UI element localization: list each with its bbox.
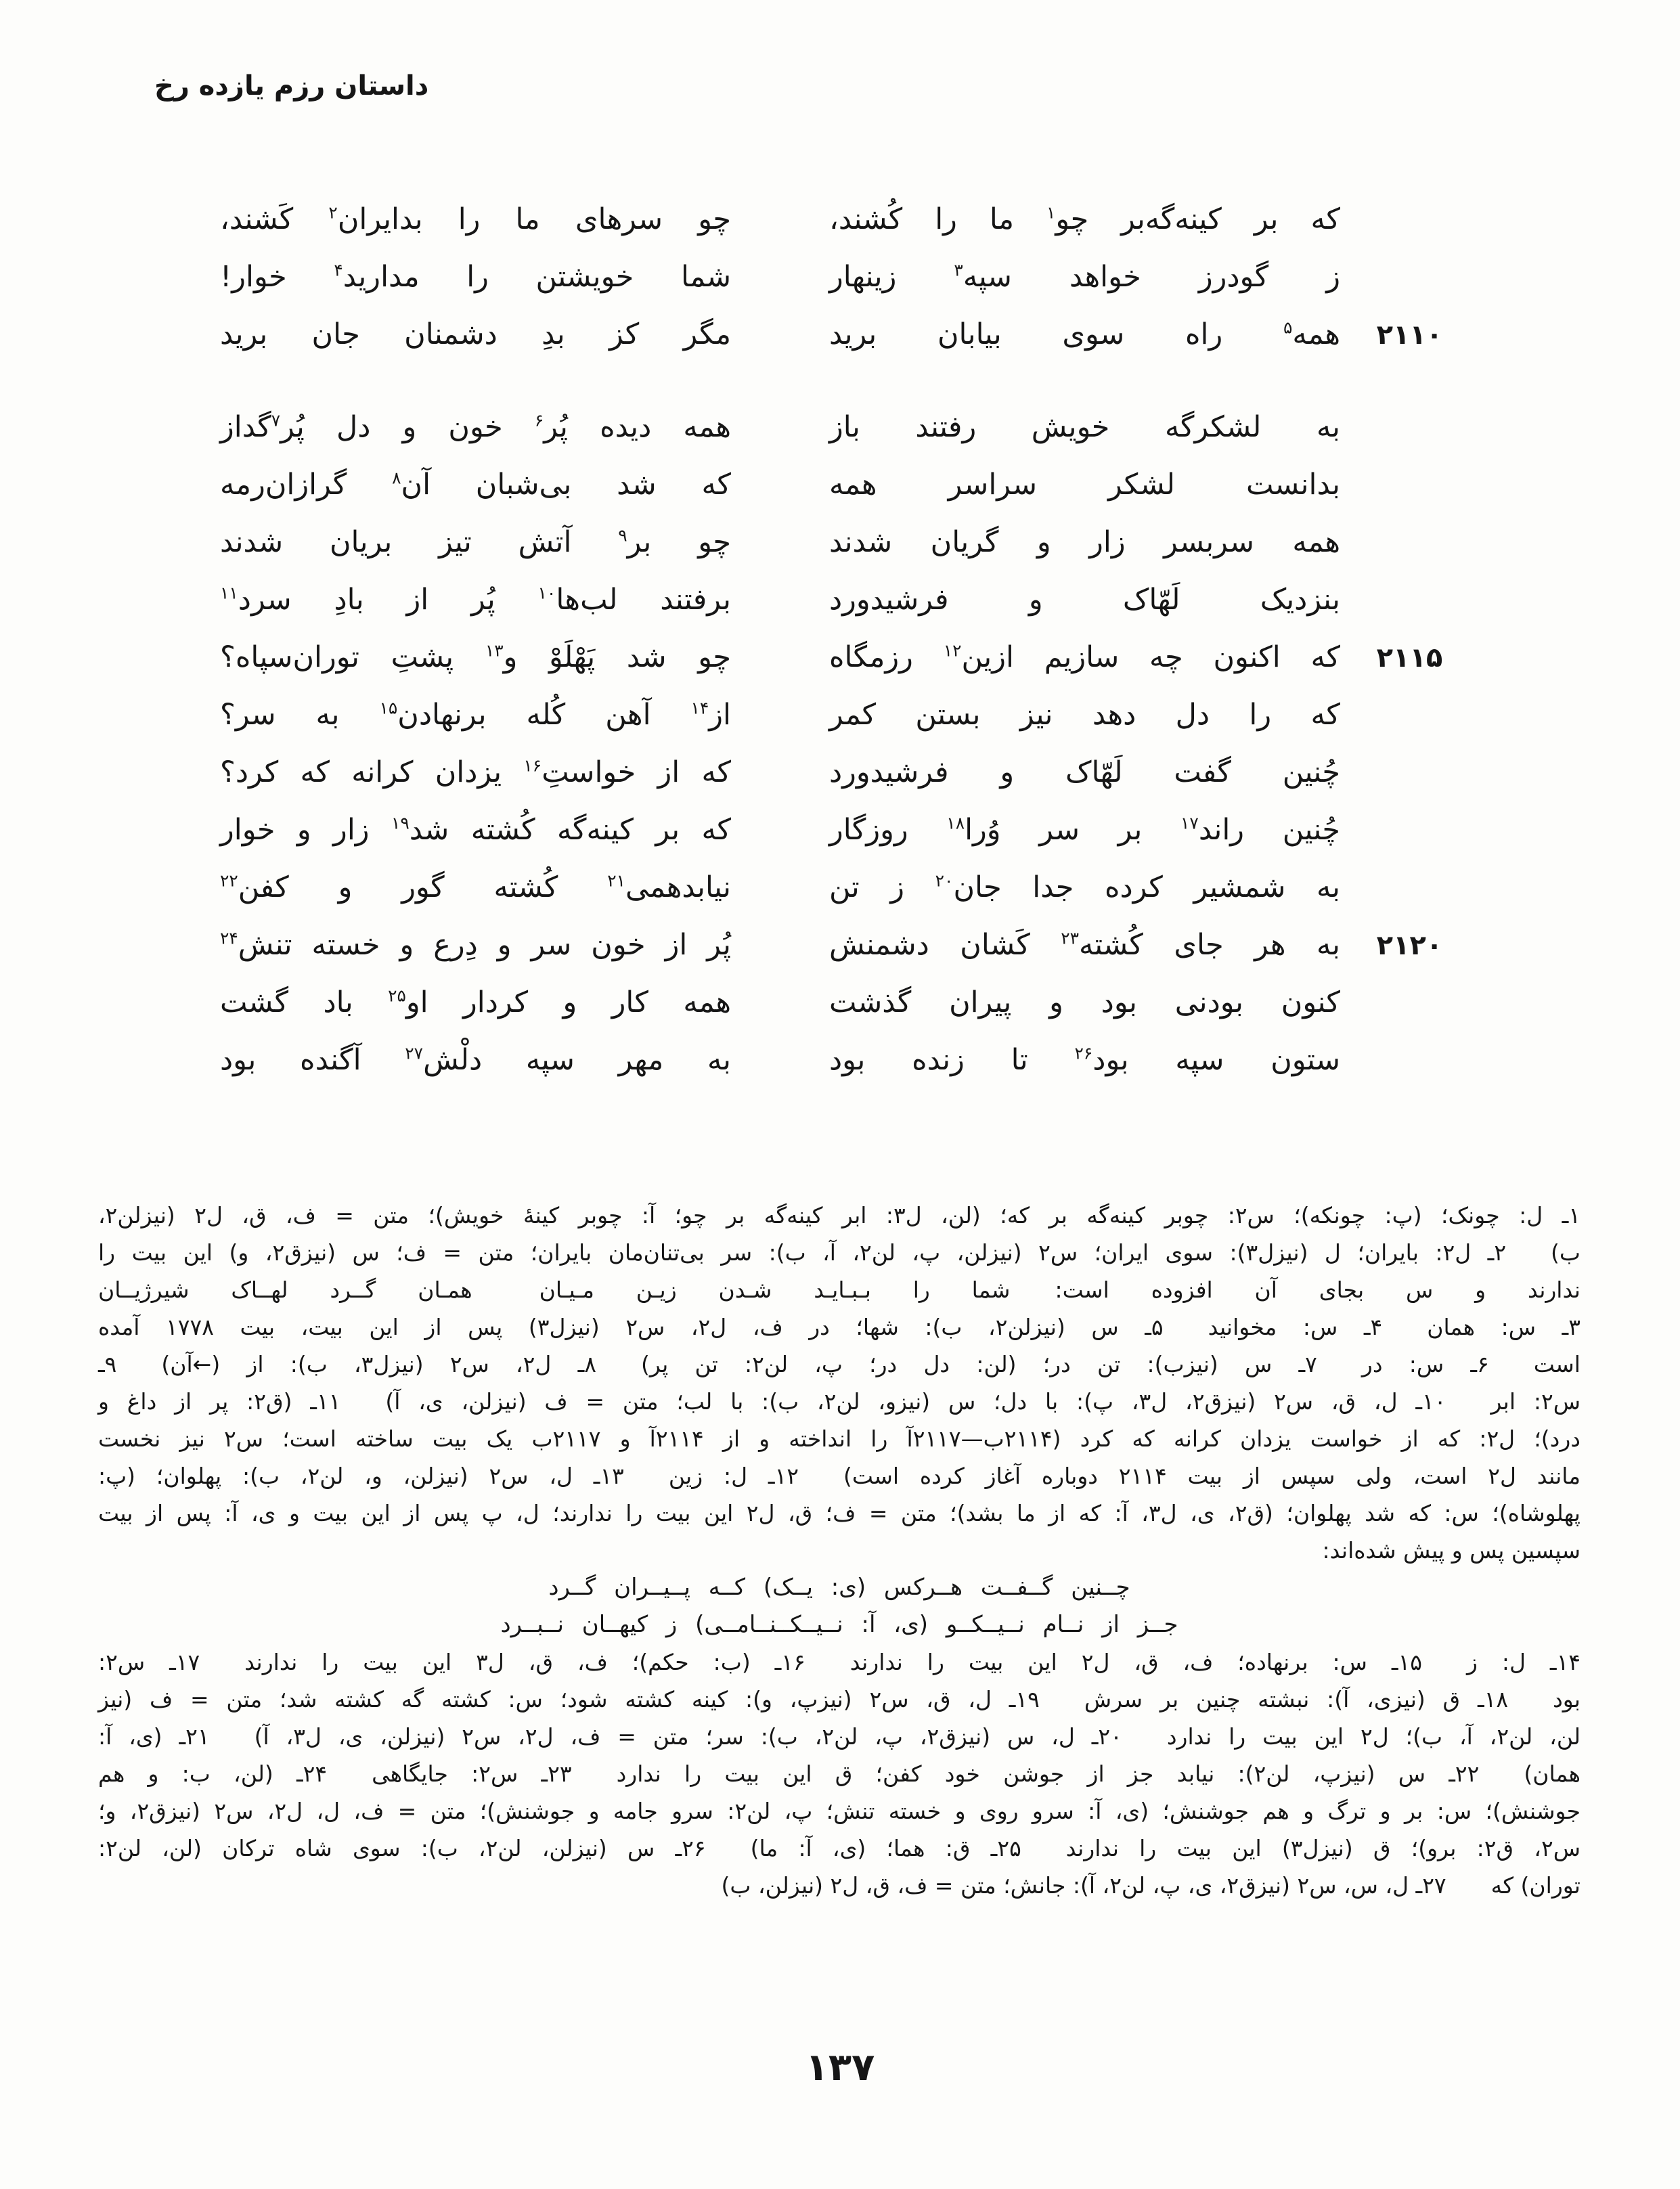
footnote-line: است ۶ـ س: در ۷ـ س (نیزب): تن در؛ (لن: دل در؛ پ، لن۲: تن پر) ۸ـ ل۲، س۲ (نیزل۳، ب): از (←آن) ۹ـ — [98, 1351, 1580, 1377]
verse-row — [220, 313, 1449, 370]
footnote-line: همان) ۲۲ـ س (نیزپ، لن۲): نیابد جز از جوشن خود کفن؛ ق این بیت را ندارد ۲۳ـ س۲: جایگاهی ۲۴ـ (لن، ب: و هم — [98, 1761, 1580, 1787]
hemistich-left: همه دیده پُر$^۶$ خون و دل پُر$^۷$گداز — [220, 410, 731, 444]
hemistich-left: که بر کینه‌گه کُشته شد$^{۱۹}$ زار و خوار — [220, 813, 731, 847]
footnote-line: ۳ـ س: همان ۴ـ س: مخوانید ۵ـ س (نیزلن۲، ب): شها؛ در ف، ل۲، س۲ (نیزل۳) پس از این بیت، بیت ۱۷۷۸ آمده — [98, 1314, 1580, 1340]
hemistich-right: بدانست لشکر سراسر همه — [829, 468, 1340, 502]
hemistich-right: همه$^۵$ راه سوی بیابان برید — [829, 317, 1340, 351]
footnote-line: مانند ل۲ است، ولی سپس از بیت ۲۱۱۴ دوباره آغاز کرده است) ۱۲ـ ل: زین ۱۳ـ ل، س۲ (نیزلن، و، لن۲، ب): پهلوان؛ (پ: — [98, 1463, 1581, 1489]
verse-number: ۲۱۱۵ — [1376, 642, 1443, 673]
hemistich-left: از$^{۱۴}$ آهن کُله برنهادن$^{۱۵}$ به سر؟ — [220, 698, 731, 732]
running-head-title: داستان رزم یازده رخ — [154, 70, 429, 102]
hemistich-left: نیابدهمی$^{۲۱}$ کُشته گور و کفن$^{۲۲}$ — [220, 870, 731, 904]
hemistich-right: کنون بودنی بود و پیران گذشت — [829, 986, 1340, 1019]
verse-row — [220, 693, 1449, 751]
hemistich-left: شما خویشتن را مدارید$^۴$ خوار! — [220, 260, 731, 294]
hemistich-left: که از خواستِ$^{۱۶}$ یزدان کرانه که کرد؟ — [220, 755, 731, 789]
hemistich-left: مگر کز بدِ دشمنان جان برید — [220, 317, 731, 351]
verse-row — [220, 198, 1449, 255]
page-number: ۱۳۷ — [805, 2046, 875, 2090]
hemistich-left: به مهر سپه دلْش$^{۲۷}$ آگنده بود — [220, 1043, 731, 1077]
verse-row — [220, 981, 1449, 1038]
verse-row — [220, 578, 1449, 636]
hemistich-left: که شد بی‌شبان آن$^۸$ گرازان‌رمه — [220, 468, 731, 502]
hemistich-left: چو سرهای ما را بدایران$^۲$ کَشند، — [220, 202, 731, 236]
hemistich-right: به لشکرگه خویش رفتند باز — [829, 410, 1340, 444]
hemistich-right: که را دل دهد نیز بستن کمر — [829, 698, 1340, 732]
verse-row — [220, 636, 1449, 693]
hemistich-right: چُنین راند$^{۱۷}$ بر سر وُرا$^{۱۸}$ روزگار — [829, 813, 1340, 847]
verse-row — [220, 1038, 1449, 1096]
hemistich-right: بنزدیک لَهّاک و فرشیدورد — [829, 583, 1340, 617]
hemistich-right: همه سربسر زار و گریان شدند — [829, 525, 1340, 559]
critical-apparatus — [98, 1197, 1580, 1904]
footnote-line: سپسین پس و پیش شده‌اند: — [1322, 1537, 1580, 1564]
hemistich-left: چو شد پَهْلَوْ و$^{۱۳}$ پشتِ توران‌سپاه؟ — [220, 640, 731, 674]
footnote-line: ۱ـ ل: چونک؛ (پ: چونکه)؛ س۲: چوبر کینه‌گه بر که؛ (لن، ل۳: ابر کینه‌گه بر چو؛ آ: چوبر کینهٔ خویش)؛ متن = ف، ق، ل۲ (نیزلن۲، — [98, 1202, 1580, 1229]
hemistich-right: چُنین گفت لَهّاک و فرشیدورد — [829, 755, 1340, 789]
footnote-line: س۲، ق۲: برو)؛ ق (نیزل۳) این بیت را ندارند ۲۵ـ ق: هما؛ (ی، آ: ما) ۲۶ـ س (نیزلن، لن۲، ب): سوی شاه ترکان (لن، لن۲: — [98, 1835, 1580, 1861]
footnote-line: ندارند و س بجای آن افزوده است: شما را بـبـایـد شـدن زیـن مـیـان همـان گــرد لهــاک شیرژیــان — [98, 1277, 1580, 1303]
verse-row — [220, 866, 1449, 923]
hemistich-right: ستون سپه بود$^{۲۶}$ تا زنده بود — [829, 1043, 1340, 1077]
footnote-line: لن، لن۲، آ، ب)؛ ل۲ این بیت را ندارد ۲۰ـ ل، س (نیزق۲، پ، لن۲، ب): سر؛ متن = ف، ل۲، س۲ (نیزلن، ی، ل۳، آ) ۲۱ـ (ی، آ: — [98, 1723, 1580, 1750]
footnote-line: ب) ۲ـ ل۲: بایران؛ ل (نیزل۳): سوی ایران؛ س۲ (نیزلن، پ، لن۲، آ، ب): سر بی‌تنان‌مان بایران؛ متن = ف؛ س (نیزق۲، و) این بیت را — [98, 1239, 1580, 1266]
footnote-line: چــنین گــفــت هــرکس (ی: یــک) کــه پــیــران گــرد — [548, 1574, 1130, 1601]
hemistich-right: به هر جای کُشته$^{۲۳}$ کَشان دشمنش — [829, 928, 1340, 962]
footnote-line: پهلوشاه)؛ س: که شد پهلوان؛ (ق۲، ی، ل۳، آ: که از ما بشد)؛ متن = ف؛ ق، ل۲ این بیت را ندارند؛ ل، پ پس از این بیت و ی، آ: پس از بیت — [98, 1500, 1580, 1526]
poem-block — [220, 198, 1449, 1096]
verse-row — [220, 521, 1449, 578]
verse-row — [220, 463, 1449, 521]
hemistich-left: برفتند لب‌ها$^{۱۰}$ پُر از بادِ سرد$^{۱۱}$ — [220, 583, 732, 617]
hemistich-right: که اکنون چه سازیم ازین$^{۱۲}$ رزمگاه — [829, 640, 1340, 674]
hemistich-left: چو بر$^۹$ آتش تیز بریان شدند — [220, 525, 731, 559]
hemistich-right: به شمشیر کرده جدا جان$^{۲۰}$ ز تن — [829, 870, 1340, 904]
hemistich-right: که بر کینه‌گه‌بر چو$^۱$ ما را کُشند، — [829, 202, 1341, 236]
verse-row — [220, 255, 1449, 313]
footnote-line: درد)؛ ل۲: که از خواست یزدان کرانه که کرد (۲۱۱۴ب—۲۱۱۷آ را انداخته و از ۲۱۱۴آ و ۲۱۱۷ب یک بیت ساخته است؛ س۲ نیز نخست — [98, 1425, 1580, 1452]
footnote-line: جوشنش)؛ س: بر و ترگ و هم جوشنش؛ (ی، آ: سرو روی و خسته تنش؛ پ، لن۲: سرو جامه و جوشنش)؛ متن = ف، ل، ل۲، س۲ (نیزق۲، و؛ — [98, 1798, 1580, 1824]
verse-row — [220, 751, 1449, 808]
verse-row — [220, 923, 1449, 981]
verse-row — [220, 808, 1449, 866]
footnote-line: جــز از نــام نــیــکــو (ی، آ: نــیــکــنــامــی) ز کیهــان نــبــرد — [500, 1611, 1178, 1638]
footnote-line: بود ۱۸ـ ق (نیزی، آ): نبشته چنین بر سرش ۱۹ـ ل، ق، س۲ (نیزپ، و): کینه کشته شود؛ س: کشته گه کشته شد؛ متن = ف (نیز — [98, 1686, 1580, 1712]
hemistich-left: همه کار و کردار او$^{۲۵}$ باد گشت — [220, 986, 731, 1019]
footnote-line: ۱۴ـ ل: ز ۱۵ـ س: برنهاده؛ ف، ق، ل۲ این بیت را ندارند ۱۶ـ (ب: حکم)؛ ف، ق، ل۳ این بیت را ندارند ۱۷ـ س۲: — [98, 1649, 1581, 1675]
footnote-line: س۲: ابر ۱۰ـ ل، ق، س۲ (نیزق۲، ل۳، پ): با دل؛ س (نیزو، لن۲، ب): با لب؛ متن = ف (نیزلن، ی، آ) ۱۱ـ (ق۲: پر از داغ و — [98, 1388, 1580, 1415]
hemistich-left: پُر از خون سر و دِرع و خسته تنش$^{۲۴}$ — [220, 928, 731, 962]
verse-number: ۲۱۱۰ — [1376, 319, 1443, 351]
verse-row — [220, 405, 1449, 463]
footnote-line: توران) که ۲۷ـ ل، س، س۲ (نیزق۲، ی، پ، لن۲، آ): جانش؛ متن = ف، ق، ل۲ (نیزلن، ب) — [721, 1872, 1580, 1899]
hemistich-right: ز گودرز خواهد سپه$^۳$ زینهار — [829, 260, 1340, 294]
verse-number: ۲۱۲۰ — [1376, 930, 1443, 961]
